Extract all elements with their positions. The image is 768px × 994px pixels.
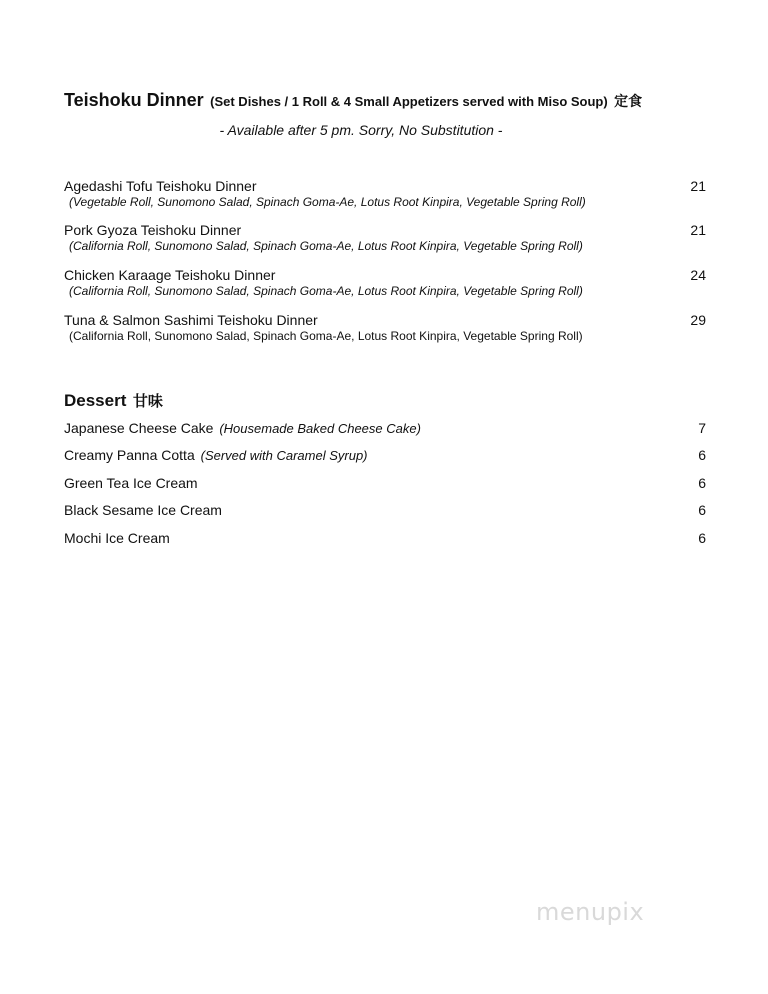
item-name: Tuna & Salmon Sashimi Teishoku Dinner [64,312,318,328]
watermark-logo: menupix [536,898,645,926]
item-description: (California Roll, Sunomono Salad, Spinach Goma-Ae, Lotus Root Kinpira, Vegetable Spring Roll) [69,329,583,343]
item-price: 6 [698,475,706,491]
availability-note: - Available after 5 pm. Sorry, No Substitution - [219,122,503,138]
item-name: Creamy Panna Cotta [64,447,195,463]
item-name: Green Tea Ice Cream [64,475,198,491]
item-note: (Housemade Baked Cheese Cake) [219,421,421,436]
item-price: 7 [698,420,706,436]
dessert-title: Dessert [64,391,127,410]
teishoku-subtitle: (Set Dishes / 1 Roll & 4 Small Appetizers served with Miso Soup) [210,94,608,109]
teishoku-item [64,178,706,210]
dessert-item [64,420,706,437]
item-price: 24 [690,267,706,283]
item-name: Mochi Ice Cream [64,530,170,546]
item-price: 29 [690,312,706,328]
item-name: Japanese Cheese Cake [64,420,214,436]
dessert-heading [64,390,163,411]
teishoku-item [64,312,706,344]
item-name: Agedashi Tofu Teishoku Dinner [64,178,257,194]
item-description: (Vegetable Roll, Sunomono Salad, Spinach Goma-Ae, Lotus Root Kinpira, Vegetable Spring Roll) [69,195,586,209]
teishoku-item [64,222,706,254]
dessert-kanji: 甘味 [132,393,163,410]
item-note: (Served with Caramel Syrup) [200,448,368,463]
dessert-item [64,530,706,547]
item-price: 21 [690,178,706,194]
dessert-item [64,475,706,492]
item-name: Chicken Karaage Teishoku Dinner [64,267,276,283]
item-name: Black Sesame Ice Cream [64,502,222,518]
item-price: 6 [698,530,706,546]
item-price: 21 [690,222,706,238]
item-description: (California Roll, Sunomono Salad, Spinach Goma-Ae, Lotus Root Kinpira, Vegetable Spring Roll) [69,284,583,298]
item-price: 6 [698,502,706,518]
dessert-item [64,502,706,519]
teishoku-heading [64,90,642,111]
item-price: 6 [698,447,706,463]
dessert-item [64,447,706,464]
teishoku-title: Teishoku Dinner [64,90,204,110]
item-name: Pork Gyoza Teishoku Dinner [64,222,242,238]
item-description: (California Roll, Sunomono Salad, Spinach Goma-Ae, Lotus Root Kinpira, Vegetable Spring Roll) [69,239,583,253]
teishoku-kanji: 定食 [614,93,643,109]
teishoku-item [64,267,706,299]
